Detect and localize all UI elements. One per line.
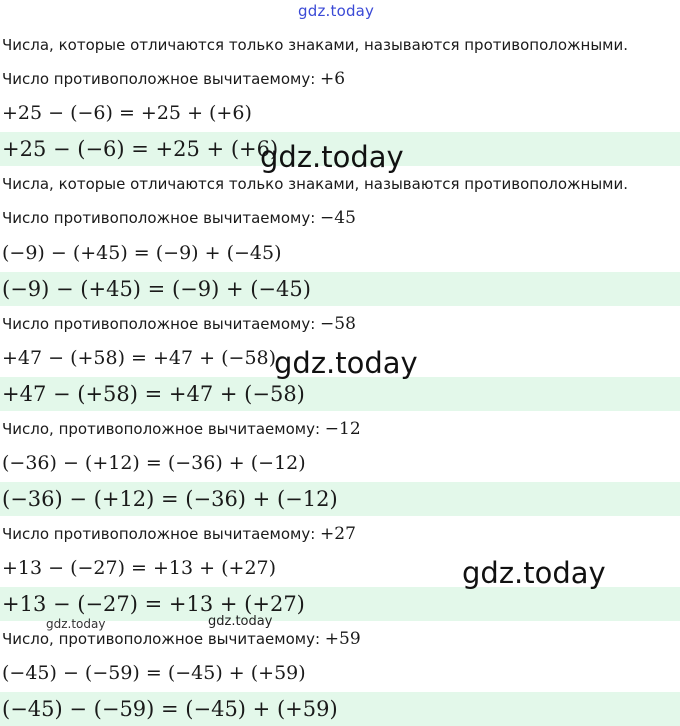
opposite-caption [0,416,680,442]
opposite-caption [0,205,680,231]
watermark-small: gdz.today [208,614,273,629]
rule-text: Числа, которые отличаются только знаками, называются противоположными. [2,36,629,54]
equation: (−36) − (+12) = (−36) + (−12) [2,452,306,474]
highlighted-equation: +47 − (+58) = +47 + (−58) [0,377,680,411]
watermark-top: gdz.today [298,2,375,20]
equation: (−9) − (+45) = (−9) + (−45) [2,242,282,264]
watermark: gdz.today [260,140,404,174]
caption-text: Число, противоположное вычитаемому: [2,630,325,648]
opposite-caption [0,311,680,337]
caption-text: Число противоположное вычитаемому: [2,209,321,227]
opposite-value: −58 [320,314,356,334]
opposite-value: +27 [320,524,356,544]
watermark-small: gdz.today [46,617,106,631]
opposite-caption [0,66,680,92]
caption-text: Число противоположное вычитаемому: [2,525,321,543]
highlighted-equation: (−36) − (+12) = (−36) + (−12) [0,482,680,516]
opposite-value: −45 [320,208,356,228]
highlighted-equation: (−45) − (−59) = (−45) + (+59) [0,692,680,726]
caption-text: Число противоположное вычитаемому: [2,315,321,333]
watermark: gdz.today [462,556,606,590]
opposite-value: +59 [324,629,361,649]
equation: +47 − (+58) = +47 + (−58) [2,347,277,369]
equation: (−45) − (−59) = (−45) + (+59) [2,662,306,684]
highlighted-equation: +25 − (−6) = +25 + (+6) [0,132,680,166]
highlighted-equation: +13 − (−27) = +13 + (+27) [0,587,680,621]
opposite-value: +6 [320,69,346,89]
rule-text: Числа, которые отличаются только знаками, называются противоположными. [2,175,629,193]
equation: +13 − (−27) = +13 + (+27) [2,557,277,579]
highlighted-equation: (−9) − (+45) = (−9) + (−45) [0,272,680,306]
opposite-value: −12 [324,419,361,439]
caption-text: Число противоположное вычитаемому: [2,70,321,88]
caption-text: Число, противоположное вычитаемому: [2,420,325,438]
opposite-caption [0,521,680,547]
equation: +25 − (−6) = +25 + (+6) [2,102,252,124]
watermark: gdz.today [274,346,418,380]
